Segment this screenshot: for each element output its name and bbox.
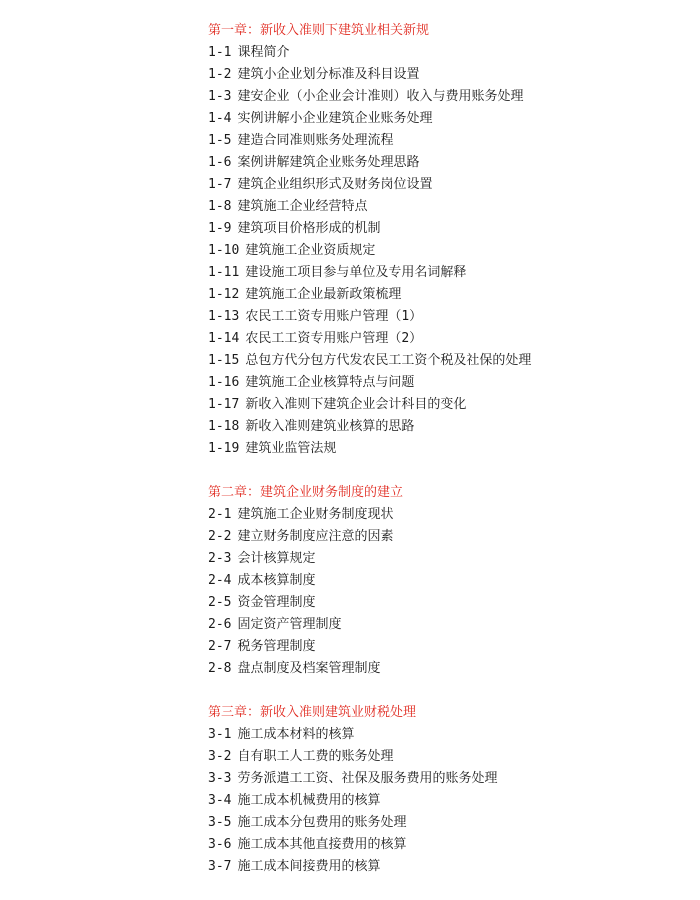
lesson-title: 建筑小企业划分标准及科目设置 [237, 67, 420, 82]
lesson-title: 自有职工人工费的账务处理 [237, 749, 394, 764]
lesson-number: 3-3 [208, 771, 232, 786]
lesson-title: 资金管理制度 [237, 595, 316, 610]
lesson-number: 1-15 [208, 353, 240, 368]
lesson-number: 1-3 [208, 89, 232, 104]
lesson-item [208, 372, 688, 394]
lesson-number: 1-19 [208, 441, 240, 456]
lesson-number: 1-8 [208, 199, 232, 214]
lesson-item [208, 64, 688, 86]
lesson-item [208, 394, 688, 416]
lesson-title: 新收入准则下建筑企业会计科目的变化 [245, 397, 467, 412]
lesson-number: 1-2 [208, 67, 232, 82]
lesson-item [208, 152, 688, 174]
lesson-title: 新收入准则建筑业核算的思路 [245, 419, 415, 434]
lesson-title: 建筑施工企业核算特点与问题 [245, 375, 415, 390]
lesson-number: 1-1 [208, 45, 232, 60]
lesson-title: 固定资产管理制度 [237, 617, 342, 632]
lesson-item [208, 130, 688, 152]
lesson-item [208, 812, 688, 834]
lesson-title: 施工成本分包费用的账务处理 [237, 815, 407, 830]
lesson-number: 2-6 [208, 617, 232, 632]
lesson-title: 建筑施工企业资质规定 [245, 243, 376, 258]
lesson-item [208, 438, 688, 460]
lesson-title: 建设施工项目参与单位及专用名词解释 [245, 265, 467, 280]
lesson-item [208, 218, 688, 240]
lesson-number: 1-16 [208, 375, 240, 390]
lesson-number: 1-10 [208, 243, 240, 258]
lesson-item [208, 526, 688, 548]
lesson-item [208, 262, 688, 284]
lesson-number: 3-4 [208, 793, 232, 808]
lesson-number: 2-1 [208, 507, 232, 522]
lesson-item [208, 768, 688, 790]
lesson-number: 3-7 [208, 859, 232, 874]
lesson-number: 1-14 [208, 331, 240, 346]
chapter-1 [208, 20, 688, 460]
lesson-title: 案例讲解建筑企业账务处理思路 [237, 155, 420, 170]
lesson-item [208, 42, 688, 64]
lesson-title: 施工成本机械费用的核算 [237, 793, 381, 808]
lesson-title: 施工成本其他直接费用的核算 [237, 837, 407, 852]
lesson-number: 3-2 [208, 749, 232, 764]
lesson-number: 1-17 [208, 397, 240, 412]
lesson-item [208, 416, 688, 438]
lesson-title: 实例讲解小企业建筑企业账务处理 [237, 111, 433, 126]
lesson-item [208, 614, 688, 636]
lesson-number: 1-6 [208, 155, 232, 170]
lesson-title: 会计核算规定 [237, 551, 316, 566]
chapter-title: 第二章：建筑企业财务制度的建立 [208, 485, 404, 500]
lesson-item [208, 196, 688, 218]
lesson-item [208, 240, 688, 262]
lesson-number: 3-5 [208, 815, 232, 830]
lesson-item [208, 856, 688, 878]
lesson-title: 建筑业监管法规 [245, 441, 337, 456]
lesson-number: 2-8 [208, 661, 232, 676]
lesson-title: 建筑项目价格形成的机制 [237, 221, 381, 236]
lesson-number: 1-7 [208, 177, 232, 192]
chapter-2 [208, 482, 688, 680]
lesson-number: 2-4 [208, 573, 232, 588]
lesson-item [208, 548, 688, 570]
lesson-title: 税务管理制度 [237, 639, 316, 654]
lesson-number: 2-7 [208, 639, 232, 654]
lesson-item [208, 570, 688, 592]
lesson-title: 盘点制度及档案管理制度 [237, 661, 381, 676]
lesson-item [208, 790, 688, 812]
lesson-number: 2-2 [208, 529, 232, 544]
lesson-title: 总包方代分包方代发农民工工资个税及社保的处理 [245, 353, 532, 368]
lesson-item [208, 174, 688, 196]
lesson-item [208, 284, 688, 306]
chapter-title: 第三章：新收入准则建筑业财税处理 [208, 705, 417, 720]
lesson-item [208, 636, 688, 658]
lesson-number: 1-11 [208, 265, 240, 280]
lesson-number: 1-12 [208, 287, 240, 302]
lesson-item [208, 592, 688, 614]
lesson-title: 建筑施工企业最新政策梳理 [245, 287, 402, 302]
lesson-number: 3-6 [208, 837, 232, 852]
lesson-number: 2-3 [208, 551, 232, 566]
lesson-item [208, 504, 688, 526]
lesson-title: 建安企业（小企业会计准则）收入与费用账务处理 [237, 89, 524, 104]
lesson-item [208, 306, 688, 328]
course-outline [208, 20, 688, 900]
lesson-item [208, 834, 688, 856]
lesson-title: 农民工工资专用账户管理（1） [245, 309, 423, 324]
lesson-title: 建筑施工企业经营特点 [237, 199, 368, 214]
chapter-3 [208, 702, 688, 878]
lesson-number: 1-13 [208, 309, 240, 324]
lesson-title: 建筑施工企业财务制度现状 [237, 507, 394, 522]
lesson-item [208, 658, 688, 680]
lesson-title: 成本核算制度 [237, 573, 316, 588]
lesson-number: 1-18 [208, 419, 240, 434]
lesson-number: 2-5 [208, 595, 232, 610]
lesson-item [208, 328, 688, 350]
lesson-number: 1-4 [208, 111, 232, 126]
chapter-title: 第一章：新收入准则下建筑业相关新规 [208, 23, 430, 38]
lesson-title: 农民工工资专用账户管理（2） [245, 331, 423, 346]
lesson-item [208, 350, 688, 372]
lesson-item [208, 86, 688, 108]
lesson-title: 建立财务制度应注意的因素 [237, 529, 394, 544]
lesson-number: 1-5 [208, 133, 232, 148]
lesson-number: 1-9 [208, 221, 232, 236]
lesson-item [208, 746, 688, 768]
lesson-title: 课程简介 [237, 45, 290, 60]
lesson-title: 建造合同准则账务处理流程 [237, 133, 394, 148]
lesson-title: 建筑企业组织形式及财务岗位设置 [237, 177, 433, 192]
lesson-item [208, 724, 688, 746]
lesson-title: 施工成本材料的核算 [237, 727, 355, 742]
lesson-title: 劳务派遣工工资、社保及服务费用的账务处理 [237, 771, 498, 786]
lesson-number: 3-1 [208, 727, 232, 742]
lesson-title: 施工成本间接费用的核算 [237, 859, 381, 874]
lesson-item [208, 108, 688, 130]
